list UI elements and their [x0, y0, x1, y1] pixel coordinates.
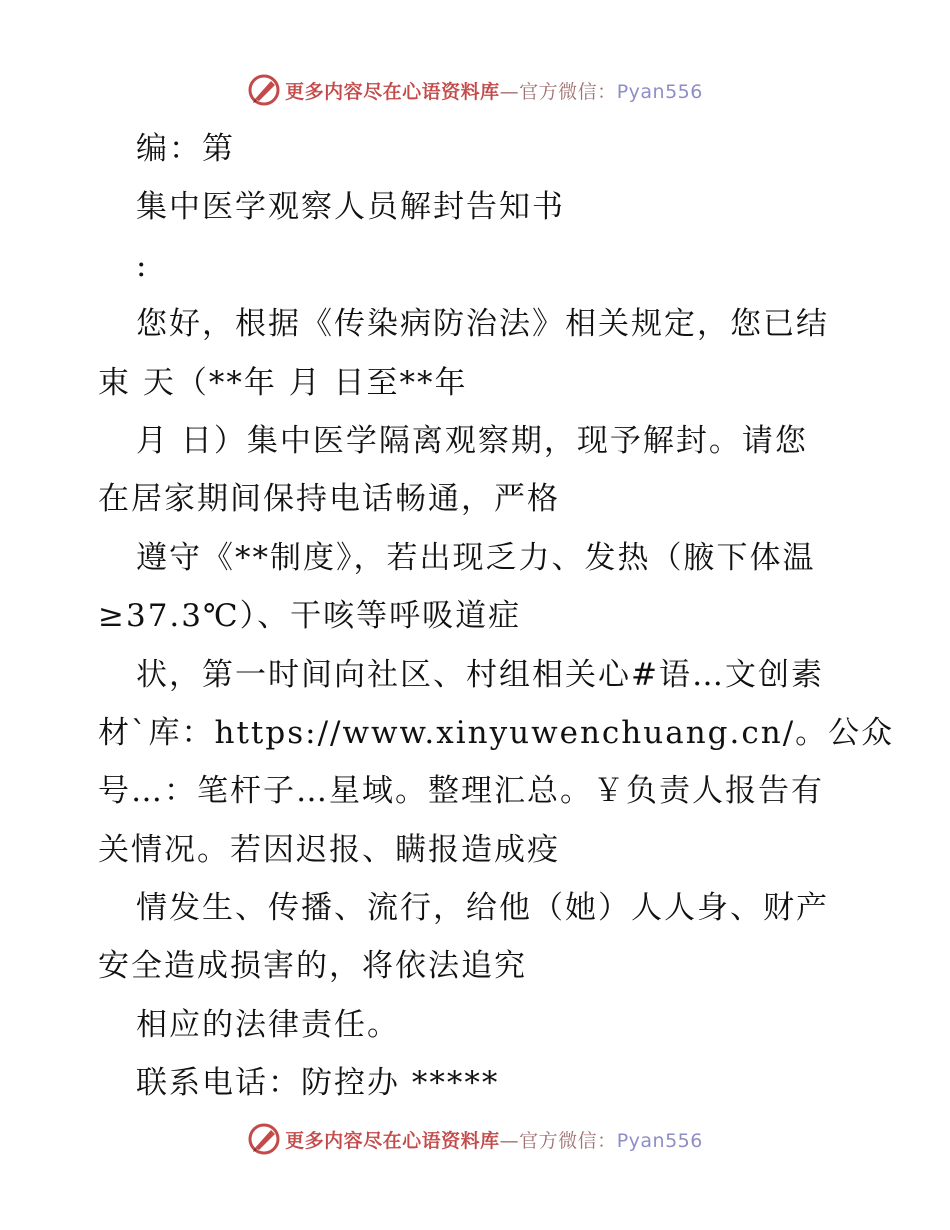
- banner-site-name: 更多内容尽在心语资料库: [285, 80, 500, 103]
- body-line: 状，第一时间向社区、村组相关心#语…文创素: [136, 656, 824, 693]
- body-line: 遵守《**制度》，若出现乏力、发热（腋下体温: [136, 539, 816, 576]
- banner-wechat-label: —官方微信：: [499, 1129, 617, 1152]
- banner-site-name: 更多内容尽在心语资料库: [285, 1129, 500, 1152]
- body-line: 您好，根据《传染病防治法》相关规定，您已结: [136, 306, 829, 343]
- banner-wechat-label: —官方微信：: [499, 80, 617, 103]
- body-line: 相应的法律责任。: [136, 1006, 400, 1043]
- body-line: 安全造成损害的，将依法追究: [98, 948, 527, 985]
- body-line: 在居家期间保持电话畅通，严格: [98, 481, 560, 518]
- notice-body: [98, 120, 895, 1113]
- body-line: 情发生、传播、流行，给他（她）人人身、财产: [136, 890, 829, 927]
- body-line: 月 日）集中医学隔离观察期，现予解封。请您: [136, 422, 808, 459]
- banner-wechat-id: Pyan556: [616, 1129, 703, 1152]
- pen-logo-icon: [247, 73, 281, 107]
- body-line: 束 天（**年 月 日至**年: [98, 364, 468, 401]
- banner-wechat-id: Pyan556: [616, 80, 703, 103]
- body-line: 关情况。若因迟报、瞒报造成疫: [98, 831, 560, 868]
- contact-line: 联系电话：防控办 *****: [136, 1065, 500, 1102]
- recipient-line: :: [136, 247, 149, 284]
- body-line: 号…：笔杆子…星域。整理汇总。￥负责人报告有: [98, 773, 824, 810]
- body-line: ≥37.3℃）、干咳等呼吸道症: [98, 598, 522, 635]
- body-line: 材`库：https://www.xinyuwenchuang.cn/。公众: [98, 714, 895, 751]
- banner-text: [285, 77, 703, 104]
- header-watermark-banner: [0, 68, 950, 112]
- footer-watermark-banner: [0, 1117, 950, 1161]
- doc-number-line: 编：第: [136, 131, 235, 167]
- doc-title: 集中医学观察人员解封告知书: [136, 189, 565, 226]
- banner-text: [285, 1126, 703, 1153]
- pen-logo-icon: [247, 1122, 281, 1156]
